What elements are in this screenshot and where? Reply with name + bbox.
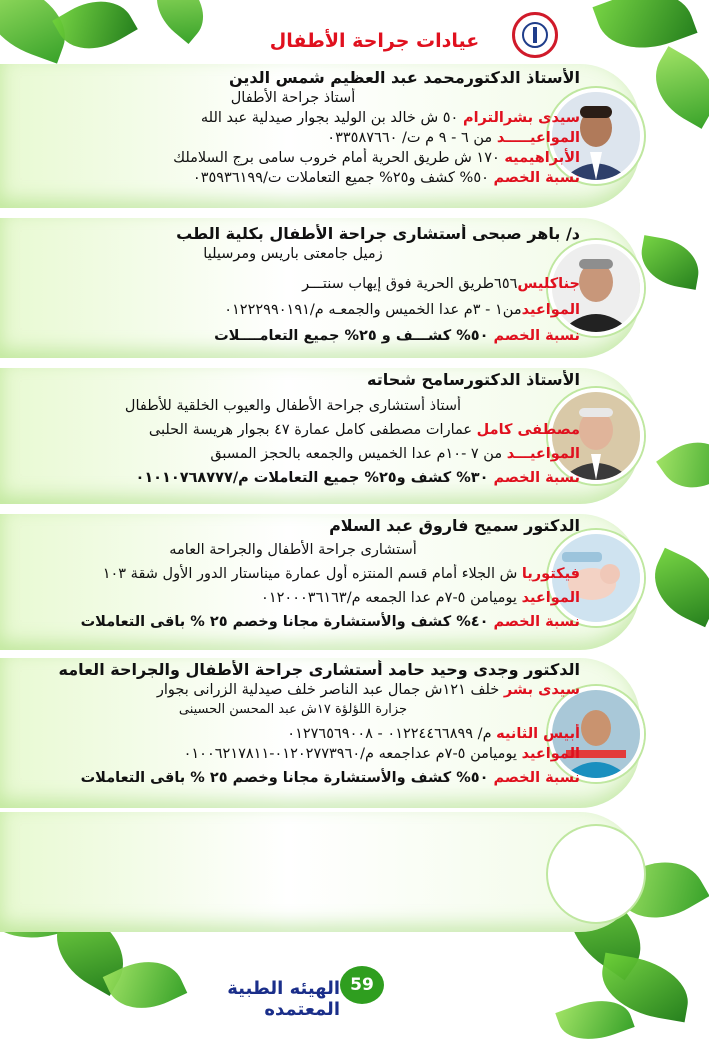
- doctor-info: [6, 224, 580, 346]
- leaf-decoration: [656, 427, 709, 502]
- discount-line: نسبة الخصم ٥٠% كشف والأستشارة مجانا وخصم ٢٥ % باقى التعاملات: [80, 770, 580, 786]
- leaf-decoration: [637, 235, 704, 290]
- doctor-info: [6, 68, 580, 188]
- doctor-card: [0, 658, 640, 808]
- clinic-line: فيكتوريا ش الجلاء أمام قسم المنتزه أول عمارة ميناستار الدور الأول شقة ١٠٣: [102, 566, 580, 582]
- doctor-name: الدكتور وجدى وحيد حامد أستشارى جراحة الأطفال والجراحة العامه: [58, 660, 580, 679]
- hours-line: المواعيـــــد من ٦ - ٩ م ت/ ٠٣٣٥٨٧٦٦٠: [327, 130, 580, 146]
- hours-line: المواعيد يوميامن ٥-٧م عداجمعه م/٠١٢٠٢٧٧٣٩٦٠-٠١٠٠٦٢١٧٨١١: [183, 746, 580, 762]
- discount-line: نسبة الخصم ٥٠% كشف و٢٥% جميع التعاملات ت/٠٣٥٩٣٦١٩٩: [192, 170, 580, 186]
- doctor-title: أستشارى جراحة الأطفال والجراحة العامه: [169, 542, 417, 558]
- doctor-card: [0, 218, 640, 358]
- doctor-name: الدكتور سميح فاروق عبد السلام: [329, 516, 580, 535]
- doctor-card: [0, 514, 640, 650]
- discount-line: نسبة الخصم ٣٠% كشف و٢٥% جميع التعاملات م/٠١٠١٠٧٦٨٧٧٧: [135, 470, 580, 486]
- empty-photo-frame: [548, 826, 644, 922]
- doctor-title: أستاذ جراحة الأطفال: [230, 90, 356, 106]
- doctor-card: [0, 368, 640, 504]
- leaf-decoration: [642, 548, 709, 627]
- clinic-line: سيدى بشر خلف ١٢١ش جمال عبد الناصر خلف صيدلية الزرانى بجوار: [156, 682, 580, 698]
- discount-line: نسبة الخصم ٤٠% كشف والأستشارة مجانا وخصم ٢٥ % باقى التعاملات: [80, 614, 580, 630]
- page-title: عيادات جراحة الأطفال: [269, 30, 480, 52]
- clinic-line: الأبراهيميه ١٧٠ ش طريق الحرية أمام خروب سامى برج السلاملك: [173, 150, 580, 166]
- doctor-name: الأستاذ الدكتورمحمد عبد العظيم شمس الدين: [228, 68, 580, 87]
- hours-line: المواعيد يوميامن ٥-٧م عدا الجمعه م/٠١٢٠٠٠٣٦١٦٣: [261, 590, 580, 606]
- phone-line: أبيس الثانيه م/ ٠١٢٢٤٤٦٦٨٩٩ - ٠١٢٧٦٥٦٩٠٠٨: [287, 726, 580, 742]
- organization-name: الهيئه الطبية المعتمده: [227, 978, 340, 1020]
- leaf-decoration: [641, 46, 709, 129]
- empty-card: [0, 812, 640, 932]
- doctor-name: الأستاذ الدكتورسامح شحاته: [367, 370, 580, 389]
- hours-line: المواعيدمن١ - ٣م عدا الخميس والجمعـه م/٠١٢٢٢٩٩٠١٩١: [224, 302, 580, 318]
- doctor-title: زميل جامعتى باريس ومرسيليا: [203, 246, 383, 262]
- doctor-card: [0, 64, 640, 208]
- clinic-line: جزارة اللؤلؤة ١٧ش عبد المحسن الحسينى: [178, 702, 408, 717]
- clinic-line: سيدى بشرالترام ٥٠ ش خالد بن الوليد بجوار صيدلية عبد الله: [200, 110, 580, 126]
- clinic-line: جناكليس٦٥٦طريق الحرية فوق إيهاب سنتـــر: [302, 276, 580, 292]
- page-number: 59: [340, 966, 384, 1004]
- doctor-info: [6, 660, 580, 788]
- doctor-title: أستاذ أستشارى جراحة الأطفال والعيوب الخلقية للأطفال: [124, 398, 462, 414]
- doctor-name: د/ باهر صبحى أستشارى جراحة الأطفال بكلية الطب: [176, 224, 580, 243]
- doctor-info: [6, 516, 580, 632]
- clinic-line: مصطفى كامل عمارات مصطفى كامل عمارة ٤٧ بجوار هريسة الحلبى: [148, 422, 580, 438]
- page-header: [0, 30, 709, 52]
- doctor-info: [6, 370, 580, 488]
- hours-line: المواعيـــد من ٧ -١٠م عدا الخميس والجمعه بالحجز المسبق: [210, 446, 580, 462]
- discount-line: نسبة الخصم ٥٠% كشـــف و ٢٥% جميع التعامــــلات: [214, 328, 580, 344]
